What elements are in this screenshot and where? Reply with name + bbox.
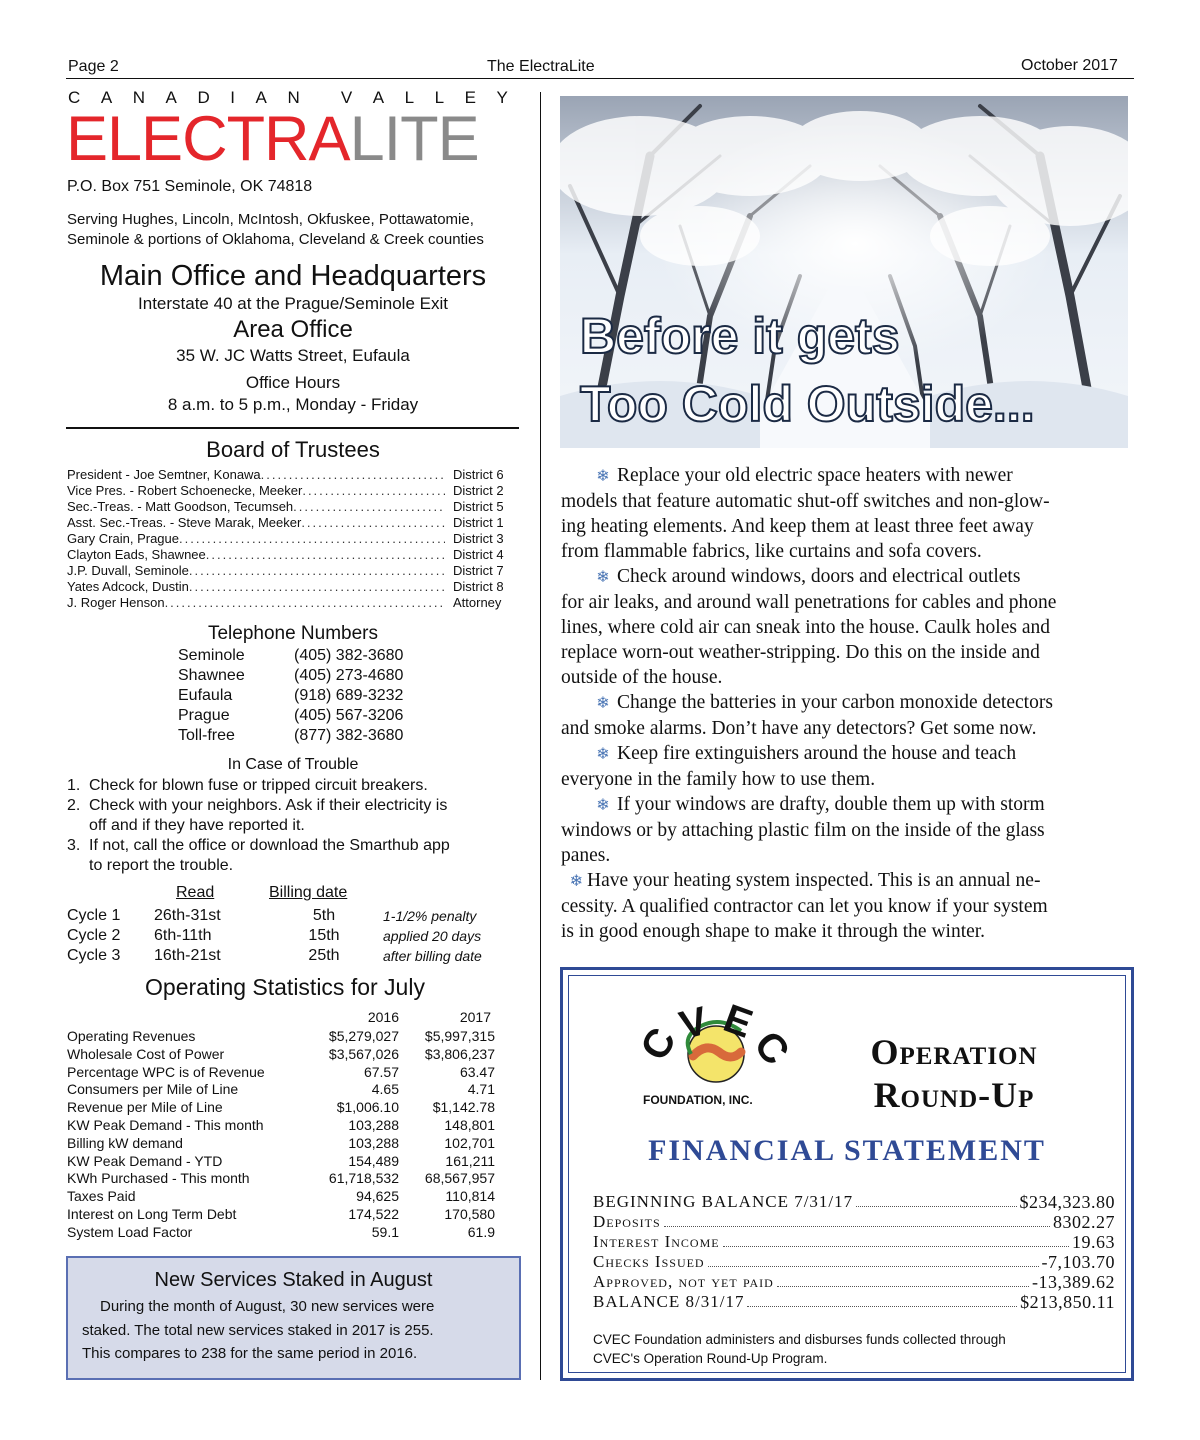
- leader-dots: [293, 499, 445, 515]
- snowflake-icon: ❄: [596, 797, 610, 814]
- stats-value-2017: 4.71: [467, 1081, 495, 1098]
- stats-value-2016: 103,288: [348, 1116, 399, 1133]
- trouble-step: [67, 836, 527, 876]
- trouble-step-line: Check for blown fuse or tripped circuit breakers.: [89, 777, 428, 794]
- cvec-foundation-logo: [641, 996, 791, 1111]
- leader-dots: [261, 467, 445, 483]
- billing-read: 16th-21st: [154, 947, 221, 964]
- stats-row: [67, 1135, 497, 1153]
- leader-dots: [165, 595, 445, 611]
- stats-value-2017: 61.9: [467, 1223, 495, 1240]
- office-hours: 8 a.m. to 5 p.m., Monday - Friday: [167, 395, 419, 414]
- stats-label: Consumers per Mile of Line: [67, 1081, 239, 1098]
- financial-statement-title: FINANCIAL STATEMENT: [648, 1134, 1046, 1167]
- roundup-title-line: Round-Up: [873, 1075, 1035, 1115]
- stats-value-2017: 170,580: [444, 1205, 495, 1222]
- trustee-row: [67, 595, 507, 611]
- logo-foundation-text: FOUNDATION, INC.: [643, 1093, 753, 1107]
- masthead-letter: A: [372, 88, 385, 107]
- roundup-footer-line: CVEC's Operation Round-Up Program.: [593, 1351, 828, 1366]
- financial-label: Interest Income: [593, 1232, 720, 1251]
- masthead-letter: E: [464, 88, 476, 107]
- financial-label: Deposits: [593, 1212, 661, 1231]
- stats-value-2017: 110,814: [445, 1188, 495, 1205]
- stats-value-2016: $5,279,027: [328, 1028, 399, 1044]
- tip-text: Check around windows, doors and electrical outlets: [617, 566, 1021, 587]
- snowflake-icon: ❄: [596, 695, 610, 712]
- billing-col-read: Read: [176, 884, 215, 901]
- trustee-row: [67, 483, 507, 499]
- billing-row: [67, 946, 527, 966]
- logo-letter: V: [675, 998, 713, 1049]
- trustee-district: District 8: [453, 579, 504, 594]
- trustee-district: District 4: [453, 547, 504, 562]
- phone-place: Toll-free: [178, 727, 235, 744]
- billing-table: [67, 906, 527, 966]
- mailing-address: P.O. Box 751 Seminole, OK 74818: [67, 178, 313, 195]
- billing-date: 5th: [312, 907, 336, 924]
- masthead-letter: A: [165, 88, 177, 107]
- phone-title: Telephone Numbers: [207, 623, 379, 644]
- trustee-district: District 6: [453, 467, 504, 482]
- section-rule: [66, 427, 519, 429]
- masthead-letter: I: [230, 88, 235, 107]
- main-office-location: Interstate 40 at the Prague/Seminole Exit: [138, 294, 448, 313]
- tip-paragraph: [561, 690, 1133, 741]
- tip-paragraph: [561, 463, 1133, 564]
- tip-first-line: [561, 690, 1133, 716]
- billing-row: [67, 906, 527, 926]
- stats-table: [67, 1028, 497, 1242]
- stats-value-2017: 148,801: [444, 1116, 495, 1133]
- trustee-row: [67, 563, 507, 579]
- stats-value-2017: 63.47: [459, 1063, 495, 1080]
- tip-paragraph: [561, 792, 1133, 868]
- trouble-step-number: 3.: [67, 837, 81, 854]
- stats-row: [67, 1099, 497, 1117]
- stats-value-2016: 67.57: [363, 1063, 399, 1080]
- phone-place: Seminole: [178, 647, 245, 664]
- leader-dots: [189, 563, 445, 579]
- billing-read: 26th-31st: [154, 907, 221, 924]
- financial-row: [593, 1272, 1115, 1292]
- logo-lite: LITE: [349, 104, 479, 174]
- roundup-title-line: Operation: [870, 1032, 1038, 1072]
- area-office-address: 35 W. JC Watts Street, Eufaula: [176, 346, 410, 365]
- phone-row: [178, 706, 478, 726]
- logo-letter: C: [745, 1023, 791, 1074]
- trustee-row: [67, 467, 507, 483]
- trustee-district: District 5: [453, 499, 504, 514]
- tip-text: Replace your old electric space heaters with newer: [617, 465, 1013, 486]
- stats-value-2017: 102,701: [444, 1134, 495, 1151]
- trouble-step-line: If not, call the office or download the Smarthub app: [89, 837, 450, 854]
- billing-note: applied 20 days: [383, 928, 482, 944]
- billing-row: [67, 926, 527, 946]
- billing-date: 15th: [308, 927, 340, 944]
- financial-value: 8302.27: [1053, 1212, 1115, 1232]
- trustee-district: District 7: [453, 563, 504, 578]
- stats-label: Revenue per Mile of Line: [67, 1099, 223, 1116]
- stats-label: KW Peak Demand - YTD: [67, 1152, 223, 1169]
- winter-tips-article: [561, 463, 1133, 944]
- leader-dots: [189, 579, 445, 595]
- phone-number: (405) 382-3680: [294, 647, 404, 664]
- financial-label: BALANCE 8/31/17: [593, 1292, 745, 1311]
- tip-line: everyone in the family how to use them.: [561, 769, 876, 790]
- tip-line: from flammable fabrics, like curtains and sofa covers.: [561, 541, 982, 562]
- board-title: Board of Trustees: [206, 437, 380, 462]
- snowflake-icon: ❄: [569, 873, 583, 890]
- stats-value-2017: $1,142.78: [432, 1099, 495, 1116]
- phone-row: [178, 666, 478, 686]
- tip-first-line: [561, 463, 1133, 489]
- page-number: Page 2: [68, 58, 119, 75]
- stats-row: [67, 1046, 497, 1064]
- phone-number: (877) 382-3680: [294, 727, 404, 744]
- stats-row: [67, 1117, 497, 1135]
- tip-line: replace worn-out weather-stripping. Do this on the inside and: [561, 642, 1040, 663]
- masthead-letter: N: [287, 88, 300, 107]
- roundup-title: [809, 1031, 1099, 1117]
- trustee-name: Asst. Sec.-Treas. - Steve Marak, Meeker: [67, 515, 302, 530]
- billing-cycle: Cycle 2: [67, 927, 121, 944]
- trustee-name: Yates Adcock, Dustin: [67, 579, 189, 594]
- area-office-title: Area Office: [233, 316, 353, 343]
- headline-line-1: Before it gets: [580, 308, 900, 364]
- masthead-letter: N: [132, 88, 145, 107]
- financial-label: Checks Issued: [593, 1252, 705, 1271]
- trustee-district: District 3: [453, 531, 504, 546]
- snowy-tree-lined-road-image: [560, 96, 1128, 448]
- stats-value-2017: $3,806,237: [424, 1045, 495, 1062]
- trustee-row: [67, 547, 507, 563]
- trustee-row: [67, 531, 507, 547]
- stats-value-2016: 154,489: [348, 1152, 399, 1169]
- trouble-step: [67, 796, 527, 836]
- leader-dots: [723, 1232, 1069, 1247]
- stats-row: [67, 1081, 497, 1099]
- new-services-text: [68, 1295, 519, 1366]
- masthead-letter: D: [197, 88, 210, 107]
- trouble-step-text: [89, 796, 447, 836]
- trouble-step-line: to report the trouble.: [89, 857, 234, 874]
- trustee-name: President - Joe Semtner, Konawa: [67, 467, 261, 482]
- tip-line: windows or by attaching plastic film on the inside of the glass: [561, 820, 1045, 841]
- logo-letter: C: [641, 1020, 685, 1068]
- stats-label: Percentage WPC is of Revenue: [67, 1063, 265, 1080]
- column-divider: [540, 92, 541, 1380]
- new-services-line: staked. The total new services staked in 2017 is 255.: [82, 1321, 434, 1339]
- billing-note: after billing date: [383, 948, 482, 964]
- operation-roundup-box: [560, 967, 1134, 1381]
- tip-line: and smoke alarms. Don’t have any detectors? Get some now.: [561, 718, 1037, 739]
- stats-value-2016: $1,006.10: [336, 1099, 399, 1116]
- stats-label: Interest on Long Term Debt: [67, 1205, 237, 1222]
- roundup-footer-line: CVEC Foundation administers and disburses funds collected through: [593, 1332, 1006, 1347]
- stats-value-2016: 59.1: [371, 1223, 399, 1240]
- tip-line: panes.: [561, 845, 611, 866]
- masthead-letter: A: [255, 88, 267, 107]
- leader-dots: [856, 1192, 1016, 1207]
- phone-place: Shawnee: [178, 667, 245, 684]
- phone-number: (918) 689-3232: [294, 687, 404, 704]
- financial-value: -13,389.62: [1032, 1272, 1115, 1292]
- tip-line: lines, where cold air can sneak into the house. Caulk holes and: [561, 617, 1050, 638]
- phone-row: [178, 646, 478, 666]
- new-services-line: During the month of August, 30 new services were: [100, 1298, 435, 1315]
- stats-label: System Load Factor: [67, 1223, 193, 1240]
- financial-label: Approved, not yet paid: [593, 1272, 774, 1291]
- stats-row: [67, 1064, 497, 1082]
- stats-value-2017: 68,567,957: [424, 1170, 495, 1187]
- phone-row: [178, 686, 478, 706]
- board-list: [67, 467, 507, 611]
- masthead-letter: V: [340, 88, 353, 107]
- stats-row: [67, 1206, 497, 1224]
- tip-text: Change the batteries in your carbon monoxide detectors: [617, 692, 1053, 713]
- stats-label: Wholesale Cost of Power: [67, 1045, 225, 1062]
- trustee-district: District 1: [453, 515, 504, 530]
- trouble-step-line: Check with your neighbors. Ask if their electricity is: [89, 797, 448, 814]
- snowflake-icon: ❄: [596, 468, 610, 485]
- stats-value-2016: 4.65: [371, 1081, 399, 1098]
- office-info: [60, 259, 526, 416]
- issue-date: October 2017: [1021, 57, 1118, 74]
- phone-place: Eufaula: [178, 687, 233, 704]
- masthead-letter: Y: [496, 88, 508, 107]
- leader-dots: [179, 531, 445, 547]
- tip-line: models that feature automatic shut-off switches and non-glow-: [561, 491, 1050, 512]
- logo-letter: E: [717, 996, 759, 1047]
- financial-row: [593, 1252, 1115, 1272]
- stats-label: Taxes Paid: [67, 1188, 136, 1205]
- financial-row: [593, 1232, 1115, 1252]
- leader-dots: [206, 547, 445, 563]
- stats-value-2016: 103,288: [348, 1134, 399, 1151]
- new-services-title: New Services Staked in August: [154, 1269, 433, 1291]
- trustee-name: Sec.-Treas. - Matt Goodson, Tecumseh: [67, 499, 294, 514]
- billing-note: 1-1/2% penalty: [383, 908, 477, 924]
- tip-line: cessity. A qualified contractor can let you know if your system: [561, 896, 1048, 917]
- stats-value-2017: $5,997,315: [424, 1028, 495, 1044]
- trustee-row: [67, 579, 507, 595]
- trouble-step-text: [89, 776, 428, 796]
- financial-value: -7,103.70: [1041, 1252, 1115, 1272]
- billing-cycle: Cycle 3: [67, 947, 121, 964]
- stats-value-2016: 94,625: [356, 1188, 399, 1205]
- tip-text: Keep fire extinguishers around the house and teach: [617, 743, 1017, 764]
- leader-dots: [708, 1252, 1039, 1267]
- masthead-letter: A: [100, 88, 113, 107]
- trustee-row: [67, 515, 507, 531]
- trouble-step-number: 1.: [67, 777, 81, 794]
- stats-label: KW Peak Demand - This month: [67, 1116, 264, 1133]
- tip-text: If your windows are drafty, double them up with storm: [617, 794, 1045, 815]
- stats-title: Operating Statistics for July: [145, 974, 425, 1000]
- tip-paragraph: [561, 564, 1133, 690]
- tip-first-line: [561, 868, 1133, 894]
- stats-year-2017: 2017: [459, 1009, 491, 1025]
- leader-dots: [664, 1212, 1050, 1227]
- tip-paragraph: [561, 868, 1133, 944]
- financial-table: [593, 1192, 1115, 1312]
- stats-row: [67, 1188, 497, 1206]
- stats-value-2016: 174,522: [348, 1205, 399, 1222]
- snowflake-icon: ❄: [596, 746, 610, 763]
- trustee-district: District 2: [453, 483, 504, 498]
- stats-row: [67, 1028, 497, 1046]
- header-rule: [66, 78, 1134, 79]
- office-hours-title: Office Hours: [245, 373, 341, 392]
- logo-electra: ELECTRA: [66, 104, 350, 174]
- trustee-district: Attorney: [453, 595, 502, 610]
- masthead-letter: L: [404, 88, 415, 107]
- financial-value: 19.63: [1072, 1232, 1115, 1252]
- masthead-logo: [66, 104, 479, 174]
- leader-dots: [301, 515, 445, 531]
- stats-row: [67, 1170, 497, 1188]
- stats-row: [67, 1153, 497, 1171]
- masthead-letter: L: [434, 88, 445, 107]
- tip-paragraph: [561, 741, 1133, 792]
- stats-value-2017: 161,211: [445, 1152, 495, 1169]
- stats-label: Billing kW demand: [67, 1134, 183, 1151]
- billing-date: 25th: [308, 947, 340, 964]
- leader-dots: [777, 1272, 1029, 1287]
- financial-label: BEGINNING BALANCE 7/31/17: [593, 1192, 854, 1211]
- tip-line: is in good enough shape to make it through the winter.: [561, 921, 986, 942]
- trustee-name: Vice Pres. - Robert Schoenecke, Meeker: [67, 483, 303, 498]
- phone-place: Prague: [178, 707, 230, 724]
- trouble-step-text: [89, 836, 450, 876]
- trouble-step-number: 2.: [67, 797, 81, 814]
- trustee-name: J.P. Duvall, Seminole: [67, 563, 189, 578]
- service-area-line: Seminole & portions of Oklahoma, Cleveland & Creek counties: [67, 231, 484, 248]
- tip-line: outside of the house.: [561, 667, 723, 688]
- billing-col-billing: Billing date: [269, 884, 348, 901]
- tip-first-line: [561, 564, 1133, 590]
- phone-number: (405) 567-3206: [294, 707, 404, 724]
- trouble-step: [67, 776, 527, 796]
- trouble-title: In Case of Trouble: [227, 756, 359, 773]
- billing-read: 6th-11th: [154, 927, 212, 944]
- trustee-name: Gary Crain, Prague: [67, 531, 179, 546]
- trustee-name: Clayton Eads, Shawnee: [67, 547, 206, 562]
- leader-dots: [302, 483, 445, 499]
- masthead-letter: C: [68, 88, 81, 107]
- financial-value: $213,850.11: [1020, 1292, 1115, 1312]
- headline-line-2: Too Cold Outside...: [580, 376, 1035, 432]
- financial-row: [593, 1212, 1115, 1232]
- service-area-line: Serving Hughes, Lincoln, McIntosh, Okfuskee, Pottawatomie,: [67, 211, 474, 228]
- tip-first-line: [561, 741, 1133, 767]
- leader-dots: [747, 1292, 1017, 1307]
- new-services-line: This compares to 238 for the same period in 2016.: [82, 1345, 418, 1362]
- stats-year-2016: 2016: [367, 1009, 399, 1025]
- trustee-name: J. Roger Henson: [67, 595, 165, 610]
- trustee-row: [67, 499, 507, 515]
- roundup-footer: [593, 1330, 1113, 1368]
- trouble-step-line: off and if they have reported it.: [89, 817, 305, 834]
- tip-line: ing heating elements. And keep them at least three feet away: [561, 516, 1034, 537]
- stats-value-2016: $3,567,026: [328, 1045, 399, 1062]
- phone-row: [178, 726, 478, 746]
- financial-row: [593, 1292, 1115, 1312]
- financial-row: [593, 1192, 1115, 1212]
- snowflake-icon: ❄: [596, 569, 610, 586]
- phone-list: [178, 646, 478, 746]
- phone-number: (405) 273-4680: [294, 667, 404, 684]
- tip-first-line: [561, 792, 1133, 818]
- stats-label: KWh Purchased - This month: [67, 1170, 250, 1187]
- financial-value: $234,323.80: [1019, 1192, 1115, 1212]
- main-office-title: Main Office and Headquarters: [99, 260, 487, 292]
- stats-label: Operating Revenues: [67, 1028, 196, 1044]
- service-area: [67, 210, 484, 250]
- publication-name: The ElectraLite: [487, 58, 595, 75]
- roundup-inner-border: [568, 975, 1126, 1373]
- tip-text: Have your heating system inspected. This is an annual ne-: [587, 870, 1041, 891]
- stats-value-2016: 61,718,532: [328, 1170, 399, 1187]
- billing-cycle: Cycle 1: [67, 907, 121, 924]
- trouble-steps: [67, 776, 527, 876]
- tip-line: for air leaks, and around wall penetrations for cables and phone: [561, 592, 1057, 613]
- new-services-box: [66, 1256, 521, 1380]
- stats-row: [67, 1224, 497, 1242]
